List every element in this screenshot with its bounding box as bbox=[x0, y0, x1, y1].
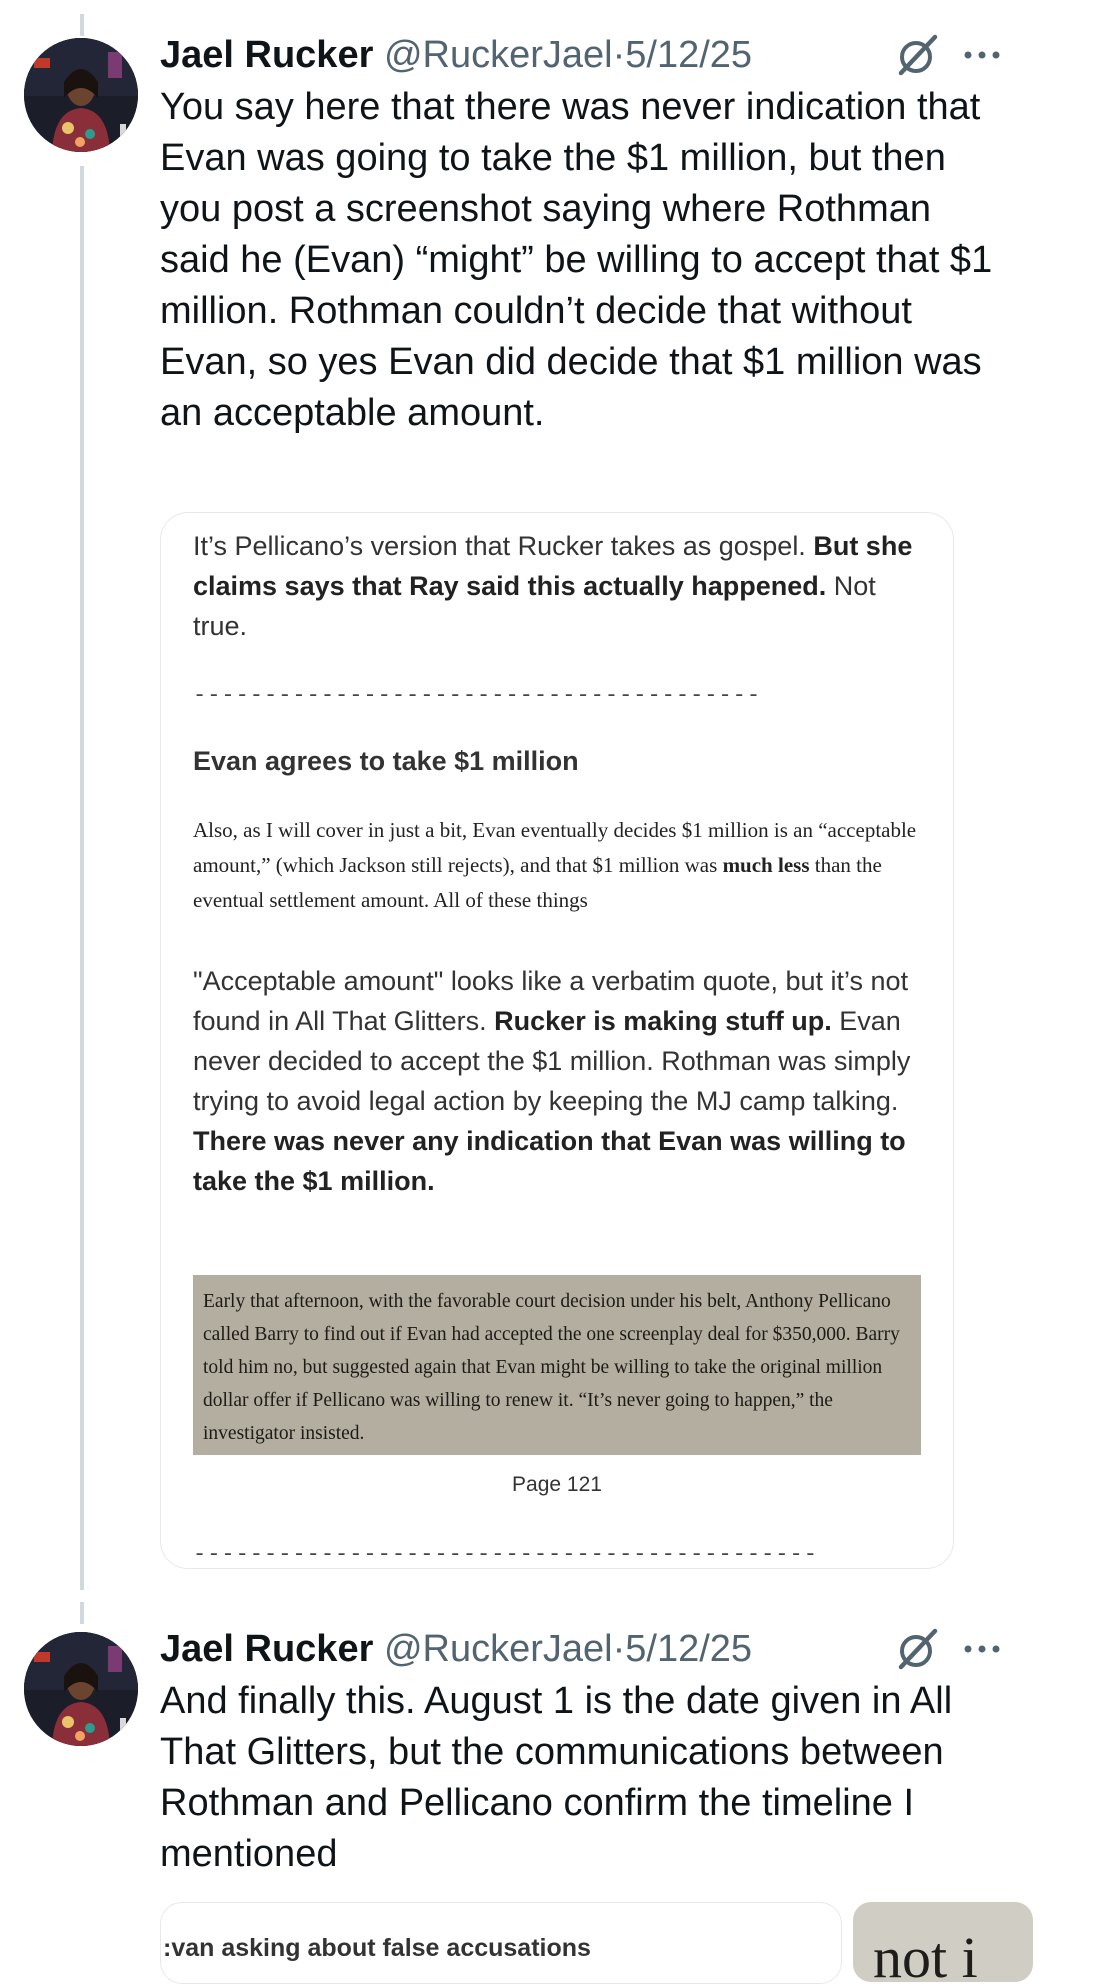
divider-dashes-bottom: -------------------------------------------- bbox=[193, 1542, 818, 1567]
card-heading: Evan agrees to take $1 million bbox=[193, 746, 579, 776]
attached-card-heading: :van asking about false accusations bbox=[163, 1934, 591, 1962]
tweet-text: And finally this. August 1 is the date given in All That Glitters, but the communications between Rothman and Pellicano confirm the timeline I mentioned bbox=[160, 1680, 963, 1875]
thread-line-top bbox=[80, 14, 84, 36]
divider-dashes: ---------------------------------------- bbox=[193, 683, 762, 708]
book-scan-text: Early that afternoon, with the favorable court decision under his belt, Anthony Pellicano called Barry to find out if Evan had accepted the one screenplay deal for $350,000. Barry told him no, but suggested again that Evan might be willing to take the original million dollar offer if Pellicano was willing to renew it. “It’s never going to happen,” the investigator insisted. bbox=[203, 1291, 900, 1444]
author-name[interactable]: Jael Rucker bbox=[160, 34, 374, 76]
grok-icon[interactable] bbox=[895, 1627, 939, 1671]
grok-icon[interactable] bbox=[895, 33, 939, 77]
tweet-text: You say here that there was never indication that Evan was going to take the $1 million, but then you post a screenshot saying where Rothman said he (Evan) “might” be willing to accept that $1 million. Rothman couldn’t decide that without Evan, so yes Evan did decide that $1 million was an acceptable amount. bbox=[160, 86, 1003, 434]
author-handle[interactable]: @RuckerJael bbox=[383, 1628, 613, 1670]
attached-card[interactable] bbox=[160, 1902, 842, 1984]
tweet-header bbox=[160, 1624, 1010, 1674]
page-label: Page 121 bbox=[512, 1473, 602, 1496]
separator-dot: · bbox=[612, 34, 626, 76]
card-paragraph-2: "Acceptable amount" looks like a verbatim quote, but it’s not found in All That Glitters. Rucker is making stuff up. Evan never decided to accept the $1 million. Rothman was simply trying to avoid legal action by keeping the MJ camp talking. There was never any indication that Evan was willing to take the $1 million. bbox=[193, 966, 911, 1196]
card-paragraph-1: It’s Pellicano’s version that Rucker takes as gospel. But she claims says that Ray said this actually happened. Not true. bbox=[193, 531, 913, 641]
tweet-date[interactable]: 5/12/25 bbox=[625, 1628, 753, 1670]
attached-image-text: not i bbox=[873, 1925, 978, 1982]
thread-line-connector bbox=[80, 166, 84, 1590]
author-name[interactable]: Jael Rucker bbox=[160, 1628, 374, 1670]
book-scan-image[interactable] bbox=[193, 1275, 921, 1455]
attached-image[interactable] bbox=[853, 1902, 1033, 1982]
thread-line-mid bbox=[80, 1602, 84, 1624]
more-options-icon[interactable] bbox=[962, 45, 1002, 65]
tweet-header bbox=[160, 30, 1010, 80]
avatar[interactable] bbox=[24, 1632, 138, 1746]
quoted-excerpt: Also, as I will cover in just a bit, Evan eventually decides $1 million is an “acceptable amount,” (which Jackson still rejects), and that $1 million was much less than the eventual settlement amount. All of these things bbox=[193, 818, 917, 912]
separator-dot: · bbox=[612, 1628, 626, 1670]
avatar[interactable] bbox=[24, 38, 138, 152]
quoted-card[interactable] bbox=[160, 512, 954, 1569]
author-handle[interactable]: @RuckerJael bbox=[383, 34, 613, 76]
more-options-icon[interactable] bbox=[962, 1639, 1002, 1659]
tweet-date[interactable]: 5/12/25 bbox=[625, 34, 753, 76]
